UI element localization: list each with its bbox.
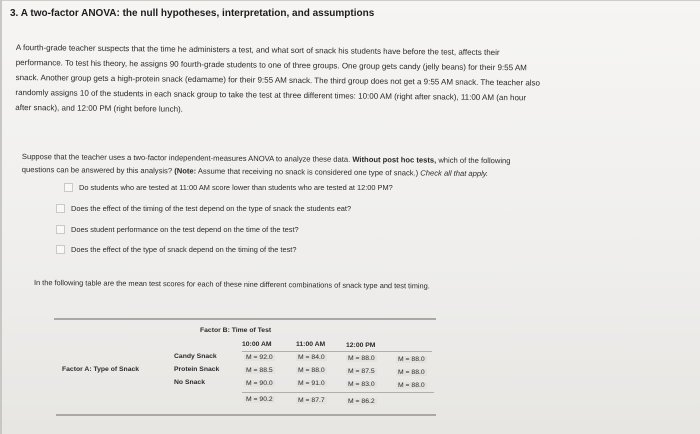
table-intro: In the following table are the mean test scores for each of these nine different combinations of snack type and test timing. <box>33 278 430 291</box>
check-all-instruction: Check all that apply. <box>420 168 489 179</box>
paragraph-line: after snack), and 12:00 PM (right before lunch). <box>15 102 183 114</box>
table-cell: M = 83.0 <box>348 381 375 388</box>
option-label: Does the effect of the timing of the test depend on the type of snack the students eat? <box>71 203 352 213</box>
row-label: Protein Snack <box>174 366 220 373</box>
table-cell: M = 86.2 <box>348 398 375 405</box>
marginal-rule <box>242 392 434 393</box>
table-cell: M = 88.0 <box>398 382 425 389</box>
table-cell: M = 87.5 <box>348 368 375 375</box>
question-prefix: Suppose that the teacher uses a two-factor independent-measures ANOVA to analyze these data. <box>21 151 351 164</box>
column-header: 12:00 PM <box>346 342 376 349</box>
problem-title: 3. A two-factor ANOVA: the null hypotheses, interpretation, and assumptions <box>10 8 375 19</box>
row-label: Candy Snack <box>174 353 217 360</box>
table-cell: M = 88.0 <box>398 356 425 363</box>
table-cell: M = 91.0 <box>298 380 325 387</box>
question-bold: Without post hoc tests, <box>352 154 437 165</box>
note-label: (Note: <box>174 166 197 176</box>
table-cell: M = 88.0 <box>398 369 425 376</box>
factor-b-label: Factor B: Time of Test <box>200 327 272 334</box>
factor-a-label: Factor A: Type of Snack <box>62 366 140 373</box>
table-bottom-rule <box>56 414 436 416</box>
option-label: Does the effect of the type of snack depend on the timing of the test? <box>71 244 297 254</box>
row-label: No Snack <box>174 379 205 386</box>
option-label: Does student performance on the test depend on the time of the test? <box>71 224 299 234</box>
paragraph-line: randomly assigns 10 of the students in each snack group to take the test at three different times: 10:00 AM (right after snack), 11:00 AM (an hour <box>15 87 527 103</box>
table-cell: M = 88.0 <box>348 355 375 362</box>
table-cell: M = 90.2 <box>246 396 273 403</box>
question-prefix-2: questions can be answered by this analysis? <box>21 164 173 176</box>
column-header: 11:00 AM <box>296 341 326 348</box>
option-label: Do students who are tested at 11:00 AM score lower than students who are tested at 12:00 PM? <box>79 182 393 192</box>
table-cell: M = 88.0 <box>298 367 325 374</box>
table-cell: M = 90.0 <box>246 380 273 387</box>
table-cell: M = 84.0 <box>298 354 325 361</box>
table-cell: M = 87.7 <box>298 397 325 404</box>
column-header: 10:00 AM <box>242 341 272 348</box>
table-cell: M = 92.0 <box>246 354 273 361</box>
note-text: Assume that receiving no snack is considered one type of snack.) <box>197 166 419 178</box>
paragraph-line: performance. To test his theory, he assigns 90 fourth-grade students to one of three groups. One group gets candy (jelly beans) for their 9:55 AM <box>15 57 527 73</box>
question-suffix: which of the following <box>438 155 511 166</box>
header-rule <box>242 351 432 352</box>
table-cell: M = 88.5 <box>246 367 273 374</box>
paragraph-line: snack. Another group gets a high-protein snack (edamame) for their 9:55 AM snack. The third group does not get a 9:55 AM snack. The teacher also <box>15 72 541 88</box>
paragraph-line: A fourth-grade teacher suspects that the time he administers a test, and what sort of snack his students have before the test, affects their <box>15 42 500 58</box>
